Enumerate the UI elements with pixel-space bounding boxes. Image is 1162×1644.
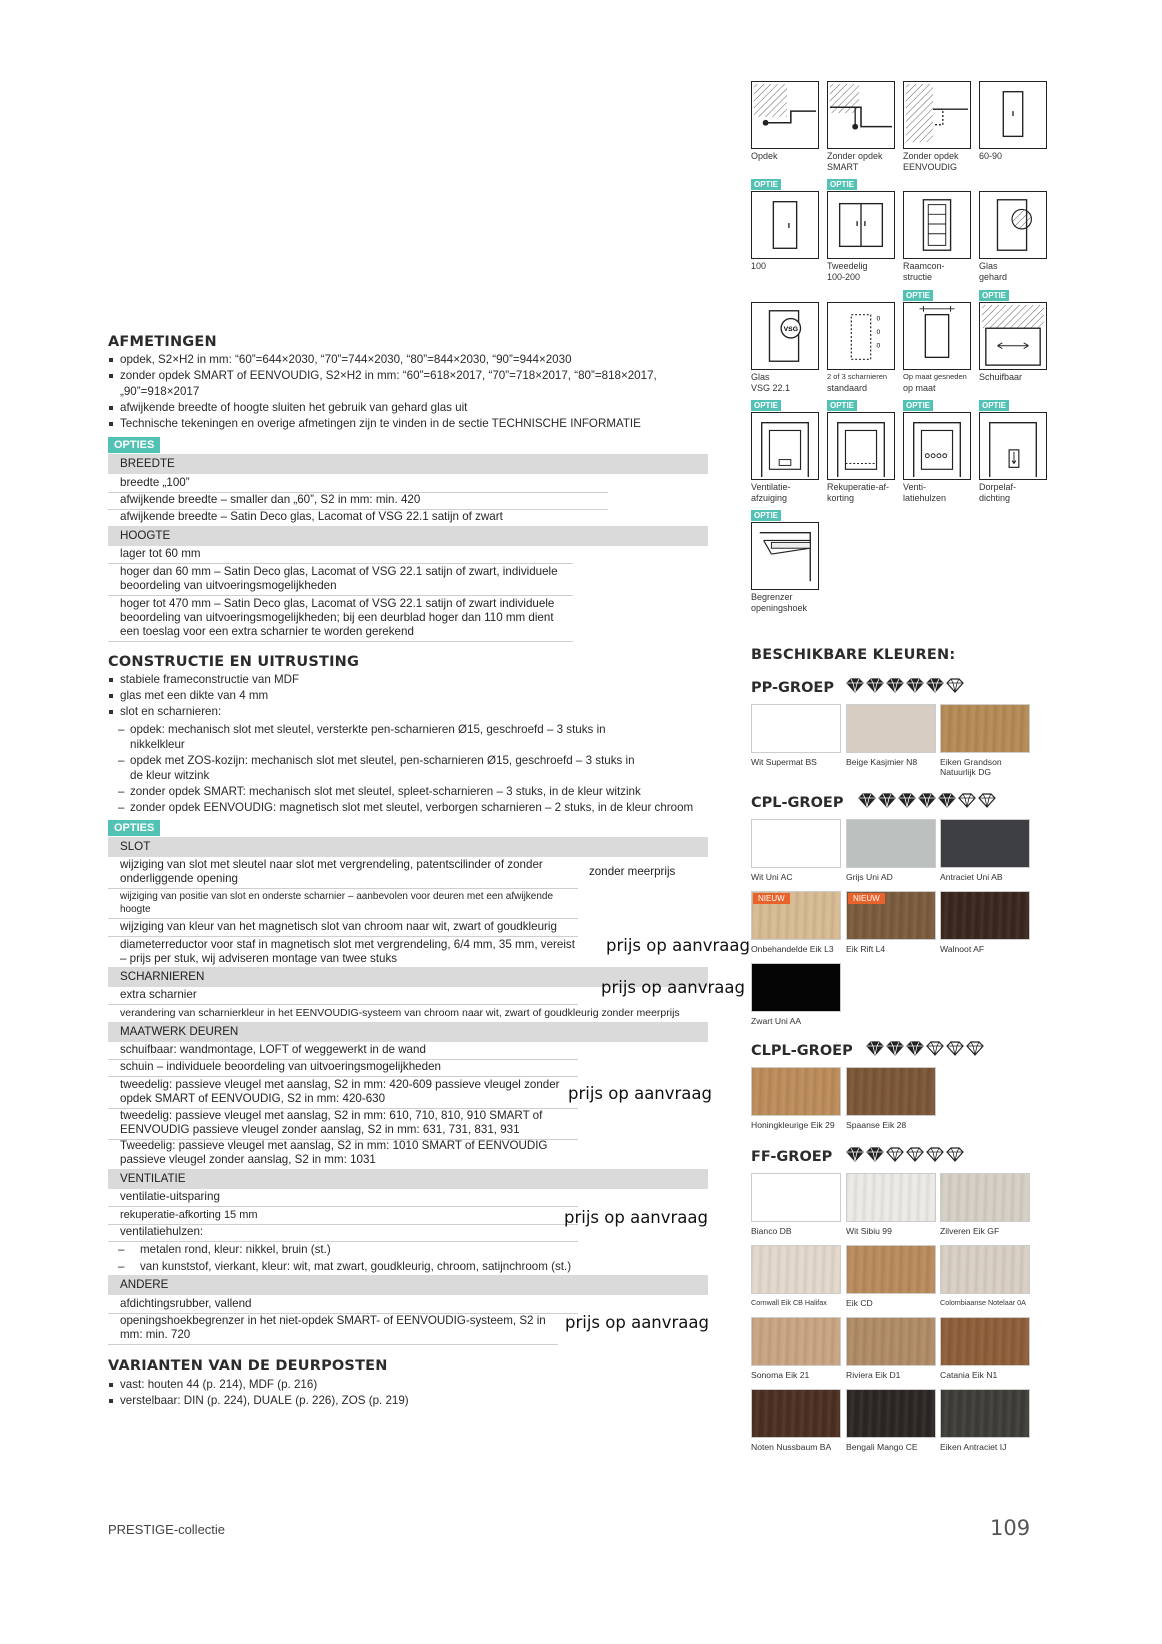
colour-swatch-label: Sonoma Eik 21	[751, 1370, 810, 1380]
icon-label: 2 of 3 scharnieren standaard	[827, 372, 888, 393]
list-item: – opdek met ZOS-kozijn: mechanisch slot met sleutel, pen-scharnieren Ø15, geschroefd – 3 stuks in de kleur witzink	[108, 753, 648, 783]
colour-group-title: FF-GROEP	[751, 1149, 833, 1165]
colour-swatch-label: Riviera Eik D1	[846, 1370, 901, 1380]
table-header-ventilatie: VENTILATIE	[108, 1169, 708, 1189]
colour-swatch-label: Eiken Grandson Natuurlijk DG	[940, 757, 1002, 777]
table-row: schuifbaar: wandmontage, LOFT of weggewerkt in de wand	[108, 1041, 578, 1060]
colour-swatch	[846, 891, 936, 940]
colour-swatch	[846, 1389, 936, 1438]
table-row: openingshoekbegrenzer in het niet-opdek SMART- of EENVOUDIG-systeem, S2 in mm: min. 720	[108, 1312, 558, 1345]
nieuw-badge: NIEUW	[753, 893, 790, 904]
diamond-filled-icon	[906, 1041, 924, 1061]
table-row: wijziging van slot met sleutel naar slot met vergrendeling, patentscilinder of zonder onderliggende opening	[108, 856, 578, 889]
list-item: glas met een dikte van 4 mm	[108, 688, 708, 704]
table-row: afwijkende breedte – Satin Deco glas, Lacomat of VSG 22.1 satijn of zwart	[120, 510, 503, 523]
colour-swatch-label: Colombiaanse Notelaar 0A	[940, 1298, 1026, 1307]
table-header-andere: ANDERE	[108, 1275, 708, 1295]
diamond-filled-icon	[938, 793, 956, 813]
tweedelig-icon	[827, 191, 895, 259]
colour-swatch	[751, 963, 841, 1012]
diamond-outline-icon	[926, 1041, 944, 1061]
icon-label: Zonder opdek SMART	[827, 151, 883, 172]
table-header-maatwerk: MAATWERK DEUREN	[108, 1022, 708, 1042]
icon-label: Venti- latiehulzen	[903, 482, 947, 503]
colour-swatch	[846, 1173, 936, 1222]
icon-label: Begrenzer openingshoek	[751, 592, 808, 613]
table-row: rekuperatie-afkorting 15 mm	[108, 1206, 578, 1225]
constructie-bullets	[108, 672, 708, 720]
icon-label: Tweedelig 100-200	[827, 261, 868, 282]
optie-badge: OPTIE	[827, 179, 857, 190]
colour-swatch	[751, 1173, 841, 1222]
icon-label: Opdek	[751, 151, 778, 161]
diamond-outline-icon	[906, 1147, 924, 1167]
optie-badge: OPTIE	[903, 290, 933, 301]
colour-swatch-label: Zilveren Eik GF	[940, 1226, 1000, 1236]
list-item: vast: houten 44 (p. 214), MDF (p. 216)	[108, 1377, 608, 1393]
schuifbaar-icon	[979, 302, 1047, 370]
colour-swatch-label: Wit Sibiu 99	[846, 1226, 892, 1236]
glas-gehard-icon	[979, 191, 1047, 259]
constructie-sublist	[108, 722, 728, 816]
colour-swatch-label: Antraciet Uni AB	[940, 872, 1003, 882]
table-row: Tweedelig: passieve vleugel met aanslag, S2 in mm: 1010 SMART of EENVOUDIG passieve vleugel zonder aanslag, S2 in mm: 1031	[120, 1139, 548, 1166]
icon-label: Dorpelaf- dichting	[979, 482, 1017, 503]
rekuperatie-icon	[827, 412, 895, 480]
list-item: – van kunststof, vierkant, kleur: wit, mat zwart, goudkleurig, chroom, satijnchroom (st.)	[108, 1259, 668, 1274]
colour-swatch-label: Eik Rift L4	[846, 944, 886, 954]
colour-swatch	[751, 1389, 841, 1438]
colour-swatch	[846, 1245, 936, 1294]
list-item: – zonder opdek EENVOUDIG: magnetisch slot met sleutel, verborgen scharnieren – 2 stuks, in de kleur chroom	[108, 800, 728, 815]
diamond-filled-icon	[886, 678, 904, 698]
table-header-breedte: BREEDTE	[108, 454, 708, 474]
diamond-filled-icon	[866, 1147, 884, 1167]
optie-badge: OPTIE	[827, 400, 857, 411]
diamond-filled-icon	[886, 1041, 904, 1061]
icon-label: Glas VSG 22.1	[751, 372, 791, 393]
colour-swatch	[940, 1245, 1030, 1294]
list-item: opdek, S2×H2 in mm: “60”=644×2030, “70”=744×2030, “80”=844×2030, “90”=944×2030	[108, 352, 688, 368]
price-label: prijs op aanvraag	[568, 1084, 713, 1103]
colour-swatch	[940, 819, 1030, 868]
kleuren-title: BESCHIKBARE KLEUREN:	[751, 647, 956, 663]
colour-group-title: CLPL-GROEP	[751, 1043, 853, 1059]
list-item: verstelbaar: DIN (p. 224), DUALE (p. 226), ZOS (p. 219)	[108, 1393, 608, 1409]
varianten-bullets	[108, 1377, 608, 1409]
door-60-90-icon	[979, 81, 1047, 149]
colour-swatch-label: Bianco DB	[751, 1226, 792, 1236]
colour-swatch-label: Onbehandelde Eik L3	[751, 944, 834, 954]
colour-swatch-label: Spaanse Eik 28	[846, 1120, 907, 1130]
diamond-outline-icon	[946, 1147, 964, 1167]
diamond-filled-icon	[846, 1147, 864, 1167]
colour-swatch	[940, 1317, 1030, 1366]
table-row: afwijkende breedte – smaller dan „60”, S2 in mm: min. 420	[108, 491, 608, 510]
diamond-filled-icon	[926, 678, 944, 698]
colour-swatch-label: Eiken Antraciet IJ	[940, 1442, 1007, 1452]
svg-text:0: 0	[876, 315, 881, 323]
diamond-filled-icon	[878, 793, 896, 813]
price-class-rating	[846, 1147, 964, 1167]
optie-badge: OPTIE	[751, 179, 781, 190]
page-number: 109	[990, 1516, 1031, 1540]
colour-swatch	[940, 1389, 1030, 1438]
table-row: hoger dan 60 mm – Satin Deco glas, Lacomat of VSG 22.1 satijn of zwart, individuele beoordeling van uitvoeringsmogelijkheden	[108, 563, 573, 596]
list-item: – metalen rond, kleur: nikkel, bruin (st.)	[108, 1242, 668, 1257]
icon-label: Op maat gesneden op maat	[903, 372, 967, 393]
table-row: diameterreductor voor staf in magnetisch slot met vergrendeling, 6/4 mm, 35 mm, vereist – prijs per stuk, wij adviseren montage van twee stuks	[120, 938, 575, 965]
door-100-icon	[751, 191, 819, 259]
table-row: breedte „100”	[108, 474, 608, 493]
opdek-icon	[751, 81, 819, 149]
table-row: ventilatiehulzen:	[108, 1223, 578, 1242]
diamond-filled-icon	[846, 678, 864, 698]
colour-swatch	[846, 1067, 936, 1116]
op-maat-icon	[903, 302, 971, 370]
table-row: extra scharnier	[108, 986, 578, 1005]
diamond-outline-icon	[946, 678, 964, 698]
list-item: slot en scharnieren:	[108, 704, 708, 720]
svg-text:0: 0	[876, 342, 881, 350]
colour-swatch	[751, 819, 841, 868]
icon-label: Raamcon- structie	[903, 261, 945, 282]
colour-swatch-label: Cornwall Eik CB Halifax	[751, 1298, 827, 1307]
diamond-filled-icon	[858, 793, 876, 813]
colour-swatch	[751, 891, 841, 940]
svg-text:0: 0	[876, 329, 881, 337]
section-title-afmetingen: AFMETINGEN	[108, 334, 217, 350]
colour-swatch	[751, 1317, 841, 1366]
list-item: stabiele frameconstructie van MDF	[108, 672, 708, 688]
optie-badge: OPTIE	[751, 510, 781, 521]
colour-swatch-label: Eik CD	[846, 1298, 873, 1308]
diamond-filled-icon	[906, 678, 924, 698]
table-row: verandering van scharnierkleur in het EENVOUDIG-systeem van chroom naar wit, zwart of goudkleurig zonder meerprijs	[120, 1007, 680, 1019]
colour-swatch	[751, 1245, 841, 1294]
table-row: tweedelig: passieve vleugel met aanslag, S2 in mm: 610, 710, 810, 910 SMART of EENVOUDIG passieve vleugel zonder aanslag, S2 in mm: 631, 731, 831, 931	[108, 1107, 578, 1140]
zonder-opdek-eenvoudig-icon	[903, 81, 971, 149]
colour-swatch-label: Wit Supermat BS	[751, 757, 817, 767]
colour-swatch-label: Walnoot AF	[940, 944, 985, 954]
colour-swatch-label: Grijs Uni AD	[846, 872, 893, 882]
table-row: wijziging van positie van slot en onderste scharnier – aanbevolen voor deuren met een afwijkende hoogte	[108, 888, 578, 919]
diamond-outline-icon	[886, 1147, 904, 1167]
table-header-scharnieren: SCHARNIEREN	[108, 967, 708, 987]
optie-badge: OPTIE	[903, 400, 933, 411]
afmetingen-bullets	[108, 352, 688, 432]
colour-group-title: CPL-GROEP	[751, 795, 844, 811]
colour-swatch-label: Honingkleurige Eik 29	[751, 1120, 835, 1130]
colour-swatch-label: Bengali Mango CE	[846, 1442, 918, 1452]
colour-swatch-label: Zwart Uni AA	[751, 1016, 802, 1026]
table-row: hoger tot 470 mm – Satin Deco glas, Lacomat of VSG 22.1 satijn of zwart individuele beoordeling van uitvoeringsmogelijkheden; bij een deurblad hoger dan 110 mm dient een toeslag voor een extra scharnier te worden gerekend	[108, 595, 573, 642]
list-item: zonder opdek SMART of EENVOUDIG, S2×H2 in mm: “60”=618×2017, “70”=718×2017, “80”=818×2017, „90”=918×2017	[108, 368, 688, 400]
begrenzer-icon	[751, 522, 819, 590]
diamond-outline-icon	[926, 1147, 944, 1167]
raamconstructie-icon	[903, 191, 971, 259]
table-row: lager tot 60 mm	[108, 545, 573, 564]
icon-label: Schuifbaar	[979, 372, 1023, 382]
ventilatiehulzen-icon	[903, 412, 971, 480]
dorpelafdichting-icon	[979, 412, 1047, 480]
optie-badge: OPTIE	[979, 290, 1009, 301]
price-class-rating	[858, 793, 996, 813]
colour-swatch	[751, 1067, 841, 1116]
colour-swatch	[940, 1173, 1030, 1222]
opties-badge: OPTIES	[108, 820, 160, 836]
zonder-opdek-smart-icon	[827, 81, 895, 149]
colour-swatch	[940, 704, 1030, 753]
diamond-outline-icon	[978, 793, 996, 813]
icon-label: 100	[751, 261, 767, 271]
zonder-meerprijs-label: zonder meerprijs	[589, 865, 676, 878]
icon-label: 60-90	[979, 151, 1003, 161]
colour-swatch-label: Noten Nussbaum BA	[751, 1442, 832, 1452]
diamond-filled-icon	[866, 678, 884, 698]
colour-swatch	[846, 819, 936, 868]
nieuw-badge: NIEUW	[848, 893, 885, 904]
diamond-outline-icon	[946, 1041, 964, 1061]
table-header-hoogte: HOOGTE	[108, 526, 708, 546]
list-item: – zonder opdek SMART: mechanisch slot met sleutel, spleet-scharnieren – 3 stuks, in de kleur witzink	[108, 784, 728, 799]
diamond-filled-icon	[898, 793, 916, 813]
price-label: prijs op aanvraag	[606, 936, 751, 955]
table-row: tweedelig: passieve vleugel met aanslag, S2 in mm: 420-609 passieve vleugel zonder opdek SMART of EENVOUDIG, S2 in mm: 420-630	[108, 1076, 578, 1109]
colour-swatch	[751, 704, 841, 753]
diamond-filled-icon	[918, 793, 936, 813]
colour-swatch	[846, 1317, 936, 1366]
svg-text:VSG: VSG	[783, 326, 798, 334]
list-item: – opdek: mechanisch slot met sleutel, versterkte pen-scharnieren Ø15, geschroefd – 3 stuks in nikkelkleur	[108, 722, 648, 752]
icon-label: Rekuperatie-af- korting	[827, 482, 890, 503]
ventilatie-icon	[751, 412, 819, 480]
colour-swatch-label: Beige Kasjmier N8	[846, 757, 918, 767]
diamond-filled-icon	[866, 1041, 884, 1061]
list-item: Technische tekeningen en overige afmetingen zijn te vinden in de sectie TECHNISCHE INFORMATIE	[108, 416, 688, 432]
section-title-constructie: CONSTRUCTIE EN UITRUSTING	[108, 654, 360, 670]
table-row: afdichtingsrubber, vallend	[108, 1295, 578, 1314]
scharnieren-icon	[827, 302, 895, 370]
price-label: prijs op aanvraag	[564, 1208, 709, 1227]
colour-swatch-label: Wit Uni AC	[751, 872, 793, 882]
colour-swatch	[846, 704, 936, 753]
diamond-outline-icon	[958, 793, 976, 813]
table-row: ventilatie-uitsparing	[108, 1188, 578, 1207]
icon-label: Glas gehard	[979, 261, 1008, 282]
opties-badge: OPTIES	[108, 437, 160, 453]
colour-group-title: PP-GROEP	[751, 680, 834, 696]
table-row: wijziging van kleur van het magnetisch slot van chroom naar wit, zwart of goudkleurig	[108, 918, 578, 937]
table-row: schuin – individuele beoordeling van uitvoeringsmogelijkheden	[108, 1058, 578, 1077]
colour-swatch	[940, 891, 1030, 940]
collection-name: PRESTIGE-collectie	[108, 1522, 226, 1537]
price-label: prijs op aanvraag	[601, 978, 746, 997]
price-class-rating	[866, 1041, 984, 1061]
optie-badge: OPTIE	[751, 400, 781, 411]
table-header-slot: SLOT	[108, 837, 708, 857]
section-title-varianten: VARIANTEN VAN DE DEURPOSTEN	[108, 1358, 388, 1374]
optie-badge: OPTIE	[979, 400, 1009, 411]
list-item: afwijkende breedte of hoogte sluiten het gebruik van gehard glas uit	[108, 400, 688, 416]
price-label: prijs op aanvraag	[565, 1313, 710, 1332]
icon-label: Zonder opdek EENVOUDIG	[903, 151, 959, 172]
price-class-rating	[846, 678, 964, 698]
ventilatie-sublist	[108, 1242, 668, 1275]
glas-vsg-icon	[751, 302, 819, 370]
diamond-outline-icon	[966, 1041, 984, 1061]
colour-swatch-label: Catania Eik N1	[940, 1370, 998, 1380]
icon-label: Ventilatie- afzuiging	[751, 482, 791, 503]
